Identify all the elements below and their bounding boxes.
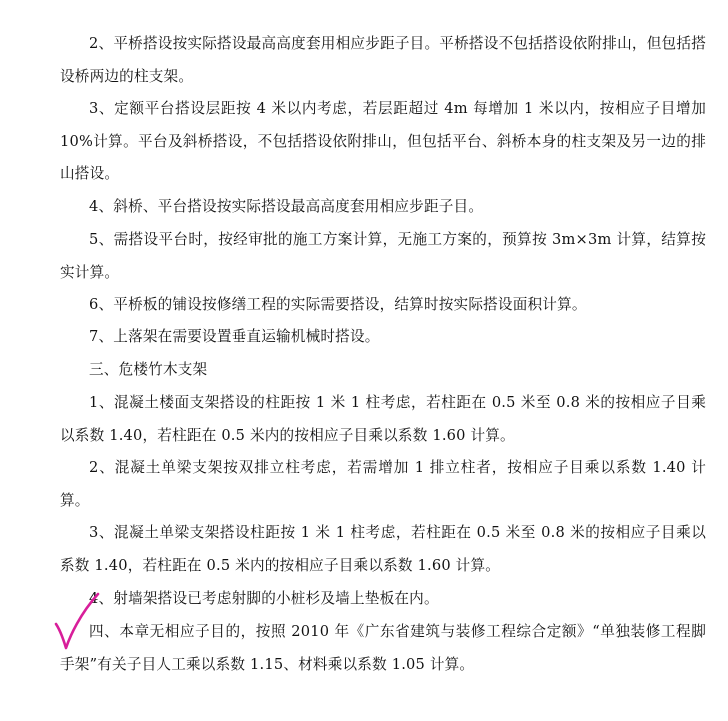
paragraph-1: 2、平桥搭设按实际搭设最高高度套用相应步距子目。平桥搭设不包括搭设依附排山，但包括搭设桥两边的柱支架。: [60, 35, 706, 85]
section-heading-3: 三、危楼竹木支架: [89, 361, 208, 378]
paragraph-11: 四、本章无相应子目的，按照 2010 年《广东省建筑与装修工程综合定额》“单独装修工程脚手架”有关子目人工乘以系数 1.15、材料乘以系数 1.05 计算。: [60, 623, 706, 673]
paragraph-4: 5、需搭设平台时，按经审批的施工方案计算，无施工方案的，预算按 3m×3m 计算，结算按实计算。: [60, 231, 706, 281]
paragraph-10: 4、射墙架搭设已考虑射脚的小桩杉及墙上垫板在内。: [89, 590, 439, 607]
paragraph-7: 1、混凝土楼面支架搭设的柱距按 1 米 1 柱考虑，若柱距在 0.5 米至 0.8 米的按相应子目乘以系数 1.40，若柱距在 0.5 米内的按相应子目乘以系数 1.60 计算。: [60, 394, 706, 444]
paragraph-9: 3、混凝土单梁支架搭设柱距按 1 米 1 柱考虑，若柱距在 0.5 米至 0.8 米的按相应子目乘以系数 1.40，若柱距在 0.5 米内的按相应子目乘以系数 1.60 计算。: [60, 524, 706, 574]
paragraph-2: 3、定额平台搭设层距按 4 米以内考虑，若层距超过 4m 每增加 1 米以内，按相应子目增加 10%计算。平台及斜桥搭设，不包括搭设依附排山，但包括平台、斜桥本身的柱支架及另一边的排山搭设。: [60, 100, 706, 182]
paragraph-8: 2、混凝土单梁支架按双排立柱考虑，若需增加 1 排立柱者，按相应子目乘以系数 1.40 计算。: [60, 459, 706, 509]
paragraph-3: 4、斜桥、平台搭设按实际搭设最高高度套用相应步距子目。: [89, 198, 484, 215]
paragraph-6: 7、上落架在需要设置垂直运输机械时搭设。: [89, 328, 380, 345]
paragraph-5: 6、平桥板的铺设按修缮工程的实际需要搭设，结算时按实际搭设面积计算。: [89, 296, 587, 313]
